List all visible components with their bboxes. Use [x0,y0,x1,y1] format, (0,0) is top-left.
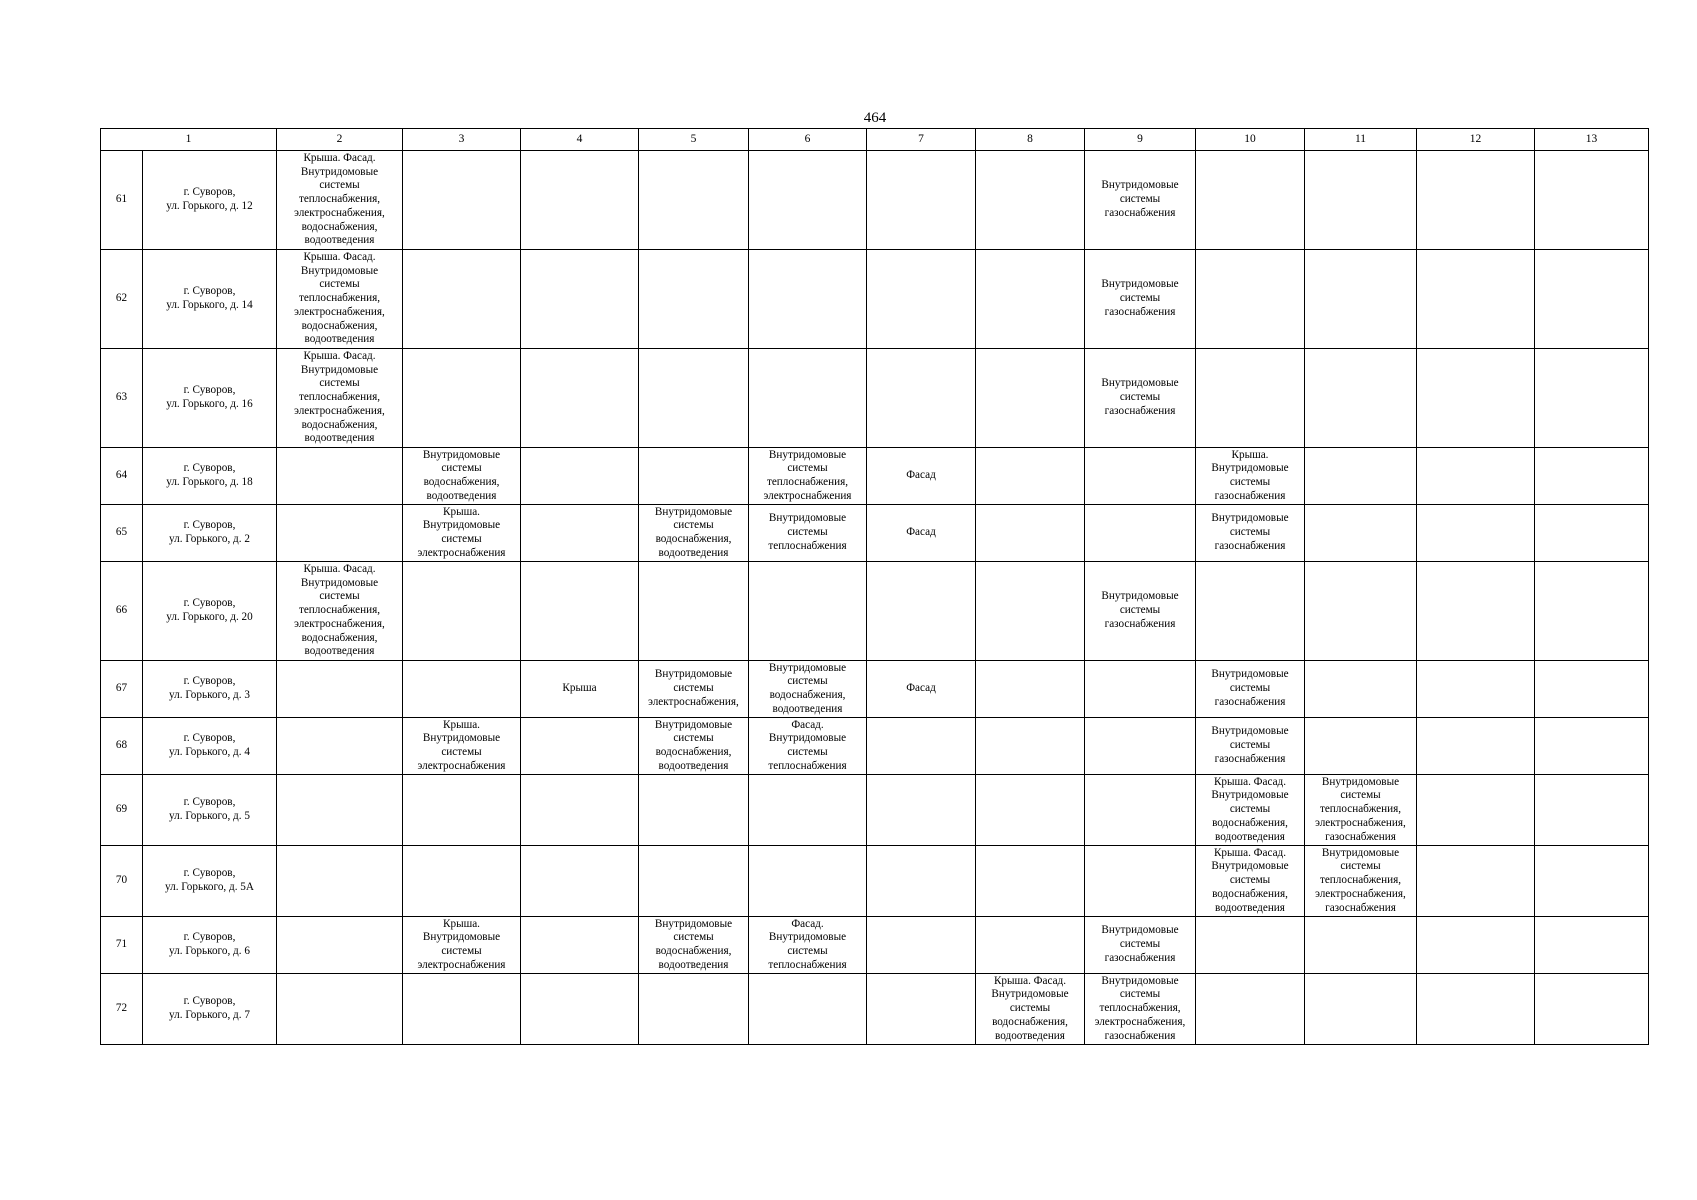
work-cell-col9 [1085,775,1196,846]
work-cell-col5 [639,846,749,917]
work-cell-col2: Крыша. Фасад. Внутридомовые системы теплоснабжения, электроснабжения, водоснабжения, водоотведения [277,250,403,349]
work-cell-col7: Фасад [867,661,976,718]
work-cell-col3 [403,661,521,718]
work-cell-col6: Внутридомовые системы водоснабжения, водоотведения [749,661,867,718]
work-cell-col9 [1085,505,1196,562]
work-cell-col13 [1535,974,1649,1045]
table-row [101,448,1649,505]
work-cell-col8 [976,562,1085,661]
work-cell-col13 [1535,349,1649,448]
work-cell-col9: Внутридомовые системы газоснабжения [1085,917,1196,974]
work-cell-col11 [1305,448,1417,505]
column-number-header: 3 [403,129,521,151]
work-cell-col7 [867,250,976,349]
table-row [101,974,1649,1045]
work-cell-col9 [1085,718,1196,775]
work-cell-col4 [521,917,639,974]
column-number-header: 7 [867,129,976,151]
work-cell-col11 [1305,917,1417,974]
work-cell-col13 [1535,448,1649,505]
address-cell: г. Суворов, ул. Горького, д. 20 [143,562,277,661]
work-cell-col2 [277,718,403,775]
work-cell-col4 [521,974,639,1045]
work-cell-col8 [976,917,1085,974]
work-cell-col4 [521,349,639,448]
work-cell-col9: Внутридомовые системы газоснабжения [1085,349,1196,448]
address-cell: г. Суворов, ул. Горького, д. 18 [143,448,277,505]
table-row [101,775,1649,846]
work-cell-col13 [1535,917,1649,974]
column-number-header: 10 [1196,129,1305,151]
work-cell-col2 [277,505,403,562]
work-cell-col6: Фасад. Внутридомовые системы теплоснабжения [749,718,867,775]
work-cell-col10 [1196,917,1305,974]
work-cell-col10 [1196,974,1305,1045]
work-cell-col11 [1305,349,1417,448]
work-cell-col12 [1417,349,1535,448]
work-cell-col9: Внутридомовые системы теплоснабжения, электроснабжения, газоснабжения [1085,974,1196,1045]
column-number-header: 5 [639,129,749,151]
column-number-header: 4 [521,129,639,151]
work-cell-col3 [403,846,521,917]
row-number-cell: 72 [101,974,143,1045]
work-cell-col2: Крыша. Фасад. Внутридомовые системы теплоснабжения, электроснабжения, водоснабжения, водоотведения [277,562,403,661]
work-cell-col7 [867,974,976,1045]
work-cell-col13 [1535,775,1649,846]
work-cell-col8 [976,718,1085,775]
work-cell-col12 [1417,974,1535,1045]
column-number-header: 13 [1535,129,1649,151]
work-cell-col3: Внутридомовые системы водоснабжения, водоотведения [403,448,521,505]
work-cell-col3 [403,974,521,1045]
work-cell-col7 [867,775,976,846]
work-cell-col5 [639,562,749,661]
column-number-header: 2 [277,129,403,151]
work-cell-col5: Внутридомовые системы водоснабжения, водоотведения [639,718,749,775]
work-cell-col7 [867,846,976,917]
work-cell-col13 [1535,250,1649,349]
work-cell-col3 [403,775,521,846]
row-number-cell: 66 [101,562,143,661]
repair-schedule-table [100,128,1649,1045]
work-cell-col7: Фасад [867,505,976,562]
work-cell-col3 [403,349,521,448]
column-number-header: 12 [1417,129,1535,151]
table-row [101,917,1649,974]
work-cell-col6 [749,775,867,846]
table-row [101,250,1649,349]
work-cell-col6 [749,151,867,250]
work-cell-col6: Фасад. Внутридомовые системы теплоснабжения [749,917,867,974]
column-number-header: 8 [976,129,1085,151]
table-body [101,129,1649,1045]
address-cell: г. Суворов, ул. Горького, д. 4 [143,718,277,775]
work-cell-col5 [639,151,749,250]
work-cell-col3: Крыша. Внутридомовые системы электроснабжения [403,505,521,562]
work-cell-col12 [1417,250,1535,349]
work-cell-col4 [521,562,639,661]
work-cell-col9 [1085,661,1196,718]
work-cell-col12 [1417,505,1535,562]
work-cell-col10 [1196,250,1305,349]
work-cell-col12 [1417,917,1535,974]
work-cell-col2 [277,974,403,1045]
row-number-cell: 68 [101,718,143,775]
address-cell: г. Суворов, ул. Горького, д. 16 [143,349,277,448]
work-cell-col13 [1535,846,1649,917]
address-cell: г. Суворов, ул. Горького, д. 6 [143,917,277,974]
work-cell-col10 [1196,349,1305,448]
work-cell-col8 [976,349,1085,448]
work-cell-col9: Внутридомовые системы газоснабжения [1085,151,1196,250]
work-cell-col2: Крыша. Фасад. Внутридомовые системы теплоснабжения, электроснабжения, водоснабжения, водоотведения [277,349,403,448]
table-row [101,718,1649,775]
work-cell-col8 [976,448,1085,505]
work-cell-col3: Крыша. Внутридомовые системы электроснабжения [403,718,521,775]
row-number-cell: 65 [101,505,143,562]
work-cell-col9 [1085,846,1196,917]
work-cell-col4 [521,250,639,349]
work-cell-col4: Крыша [521,661,639,718]
work-cell-col7 [867,151,976,250]
work-cell-col8 [976,661,1085,718]
work-cell-col12 [1417,448,1535,505]
work-cell-col5 [639,775,749,846]
work-cell-col11 [1305,661,1417,718]
work-cell-col11 [1305,505,1417,562]
work-cell-col5: Внутридомовые системы водоснабжения, водоотведения [639,505,749,562]
work-cell-col8 [976,151,1085,250]
address-cell: г. Суворов, ул. Горького, д. 5 [143,775,277,846]
work-cell-col13 [1535,718,1649,775]
column-number-header: 6 [749,129,867,151]
work-cell-col13 [1535,505,1649,562]
row-number-cell: 61 [101,151,143,250]
table-row [101,349,1649,448]
work-cell-col12 [1417,661,1535,718]
work-cell-col13 [1535,562,1649,661]
work-cell-col12 [1417,775,1535,846]
work-cell-col8 [976,250,1085,349]
work-cell-col11 [1305,151,1417,250]
work-cell-col6 [749,349,867,448]
work-cell-col2: Крыша. Фасад. Внутридомовые системы теплоснабжения, электроснабжения, водоснабжения, водоотведения [277,151,403,250]
row-number-cell: 67 [101,661,143,718]
work-cell-col2 [277,448,403,505]
work-cell-col8 [976,505,1085,562]
work-cell-col6 [749,846,867,917]
work-cell-col5 [639,974,749,1045]
work-cell-col6 [749,250,867,349]
work-cell-col10: Внутридомовые системы газоснабжения [1196,661,1305,718]
work-cell-col7 [867,917,976,974]
table-row [101,151,1649,250]
table-row [101,505,1649,562]
work-cell-col10: Внутридомовые системы газоснабжения [1196,718,1305,775]
page-number: 464 [863,110,887,126]
row-number-cell: 71 [101,917,143,974]
work-cell-col3: Крыша. Внутридомовые системы электроснабжения [403,917,521,974]
column-number-row [101,129,1649,151]
work-cell-col11 [1305,718,1417,775]
address-cell: г. Суворов, ул. Горького, д. 12 [143,151,277,250]
row-number-cell: 64 [101,448,143,505]
column-number-header: 11 [1305,129,1417,151]
work-cell-col10: Крыша. Фасад. Внутридомовые системы водоснабжения, водоотведения [1196,846,1305,917]
work-cell-col6 [749,974,867,1045]
work-cell-col10: Внутридомовые системы газоснабжения [1196,505,1305,562]
work-cell-col7 [867,349,976,448]
work-cell-col8 [976,775,1085,846]
address-cell: г. Суворов, ул. Горького, д. 2 [143,505,277,562]
work-cell-col6 [749,562,867,661]
work-cell-col7 [867,718,976,775]
work-cell-col5 [639,448,749,505]
work-cell-col10 [1196,151,1305,250]
work-cell-col11: Внутридомовые системы теплоснабжения, электроснабжения, газоснабжения [1305,775,1417,846]
work-cell-col12 [1417,846,1535,917]
work-cell-col3 [403,250,521,349]
work-cell-col3 [403,562,521,661]
work-cell-col11 [1305,250,1417,349]
work-cell-col2 [277,846,403,917]
work-cell-col12 [1417,718,1535,775]
work-cell-col6: Внутридомовые системы теплоснабжения [749,505,867,562]
work-cell-col4 [521,505,639,562]
work-cell-col8: Крыша. Фасад. Внутридомовые системы водоснабжения, водоотведения [976,974,1085,1045]
work-cell-col7: Фасад [867,448,976,505]
work-cell-col5 [639,349,749,448]
column-number-header: 9 [1085,129,1196,151]
work-cell-col4 [521,151,639,250]
work-cell-col9: Внутридомовые системы газоснабжения [1085,250,1196,349]
work-cell-col4 [521,448,639,505]
work-cell-col12 [1417,562,1535,661]
address-cell: г. Суворов, ул. Горького, д. 3 [143,661,277,718]
work-cell-col3 [403,151,521,250]
work-cell-col11 [1305,974,1417,1045]
work-cell-col10: Крыша. Внутридомовые системы газоснабжения [1196,448,1305,505]
work-cell-col11 [1305,562,1417,661]
work-cell-col5: Внутридомовые системы электроснабжения, [639,661,749,718]
work-cell-col5: Внутридомовые системы водоснабжения, водоотведения [639,917,749,974]
address-cell: г. Суворов, ул. Горького, д. 14 [143,250,277,349]
work-cell-col13 [1535,151,1649,250]
work-cell-col13 [1535,661,1649,718]
work-cell-col9: Внутридомовые системы газоснабжения [1085,562,1196,661]
table-row [101,661,1649,718]
work-cell-col4 [521,775,639,846]
work-cell-col12 [1417,151,1535,250]
work-cell-col11: Внутридомовые системы теплоснабжения, электроснабжения, газоснабжения [1305,846,1417,917]
row-number-cell: 69 [101,775,143,846]
table-row [101,846,1649,917]
work-cell-col10: Крыша. Фасад. Внутридомовые системы водоснабжения, водоотведения [1196,775,1305,846]
address-cell: г. Суворов, ул. Горького, д. 7 [143,974,277,1045]
row-number-cell: 70 [101,846,143,917]
work-cell-col4 [521,718,639,775]
column-number-header: 1 [101,129,277,151]
address-cell: г. Суворов, ул. Горького, д. 5А [143,846,277,917]
table-row [101,562,1649,661]
work-cell-col10 [1196,562,1305,661]
row-number-cell: 62 [101,250,143,349]
work-cell-col8 [976,846,1085,917]
work-cell-col9 [1085,448,1196,505]
work-cell-col2 [277,661,403,718]
row-number-cell: 63 [101,349,143,448]
work-cell-col4 [521,846,639,917]
work-cell-col6: Внутридомовые системы теплоснабжения, электроснабжения [749,448,867,505]
work-cell-col2 [277,775,403,846]
work-cell-col7 [867,562,976,661]
work-cell-col5 [639,250,749,349]
work-cell-col2 [277,917,403,974]
